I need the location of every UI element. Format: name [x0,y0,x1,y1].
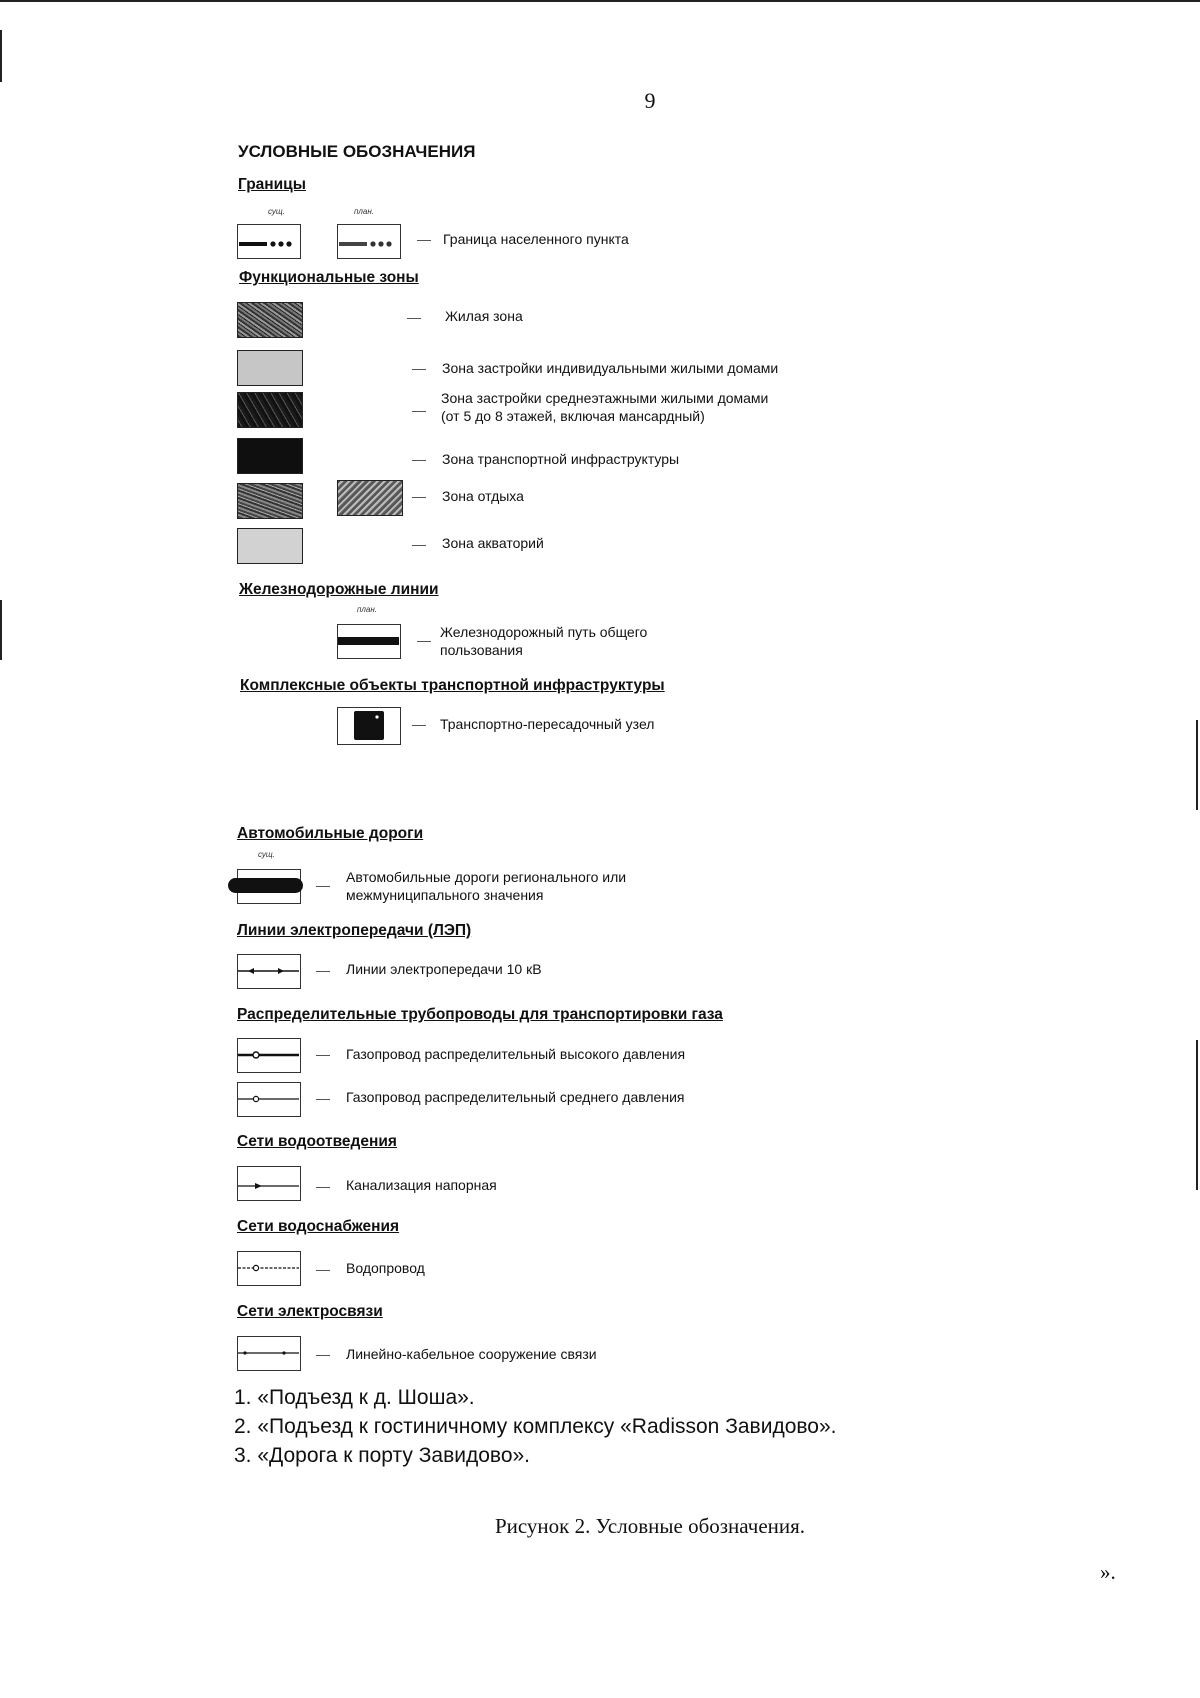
planned-label: план. [354,207,374,216]
section-title-telecom: Сети электросвязи [237,1303,383,1320]
section-title-boundaries: Границы [238,176,306,193]
section-title-roads: Автомобильные дороги [237,825,424,842]
section-title-power-lines: Линии электропередачи (ЛЭП) [237,922,472,939]
closing-quote-mark: ». [1100,1560,1116,1584]
scan-edge-right [1196,720,1198,810]
page-number: 9 [644,88,656,113]
planned-label: план. [357,605,377,614]
dash [316,1187,330,1188]
scan-edge-left-2 [0,600,2,660]
swatch-transport-zone [237,438,303,474]
legend-label-regional-roads-line2: межмуниципального значения [346,887,544,903]
swatch-midrise-housing-zone [237,392,303,428]
legend-label-gas-medium-pressure: Газопровод распределительный среднего давления [346,1089,685,1105]
dash [412,545,426,546]
legend-label-residential-zone: Жилая зона [445,308,523,324]
existing-label: сущ. [258,850,275,859]
scan-edge-right-2 [1196,1040,1198,1190]
sewer-symbol [237,1166,301,1201]
legend-label-railway: Железнодорожный путь общего [440,624,648,640]
power-line-symbol [237,954,301,989]
legend-label-individual-housing: Зона застройки индивидуальными жилыми домами [442,360,779,376]
legend-label-transport-hub: Транспортно-пересадочный узел [440,716,655,732]
swatch-individual-housing-zone [237,350,303,386]
legend-label-railway-line2: пользования [440,642,523,658]
gas-high-pressure-symbol [237,1038,301,1073]
legend-label-water-pipe: Водопровод [346,1260,425,1276]
legend-label-water-zone: Зона акваторий [442,535,544,551]
dash [412,369,426,370]
transport-hub-symbol [337,707,401,745]
dash [316,1355,330,1356]
dash [412,411,426,412]
water-pipe-symbol [237,1251,301,1286]
legend-label-midrise-housing: Зона застройки среднеэтажными жилыми домами [441,390,769,406]
section-title-sewer: Сети водоотведения [237,1133,397,1150]
boundary-planned-symbol [337,224,401,259]
figure-caption: Рисунок 2. Условные обозначения. [494,1514,806,1538]
list-item: 3. «Дорога к порту Завидово». [234,1444,531,1467]
section-title-water-supply: Сети водоснабжения [237,1218,400,1235]
swatch-recreation-zone-planned [337,480,403,516]
legend-label-settlement-boundary: Граница населенного пункта [443,231,629,247]
legend-label-transport-zone: Зона транспортной инфраструктуры [442,451,680,467]
dash [316,1055,330,1056]
legend-label-recreation-zone: Зона отдыха [442,488,524,504]
existing-label: сущ. [268,207,285,216]
dash [316,886,330,887]
section-title-transport-complex: Комплексные объекты транспортной инфраструктуры [240,677,665,694]
section-title-railway: Железнодорожные линии [239,581,439,598]
legend-label-gas-high-pressure: Газопровод распределительный высокого давления [346,1046,686,1062]
section-title-gas-pipelines: Распределительные трубопроводы для транспортировки газа [237,1006,723,1023]
scan-edge-left [0,30,2,82]
railway-symbol [337,624,401,659]
gas-medium-pressure-symbol [237,1082,301,1117]
dash [417,641,431,642]
legend-title: УСЛОВНЫЕ ОБОЗНАЧЕНИЯ [238,142,476,161]
dash [316,1270,330,1271]
scan-edge-top [0,0,1200,2]
swatch-residential-zone [237,302,303,338]
legend-label-telecom-cable: Линейно-кабельное сооружение связи [346,1346,597,1362]
road-symbol [237,869,301,904]
dash [407,318,421,319]
boundary-existing-symbol [237,224,301,259]
section-title-zones: Функциональные зоны [239,269,419,286]
legend-label-midrise-housing-note: (от 5 до 8 этажей, включая мансардный) [441,408,705,424]
dash [417,240,431,241]
dash [412,497,426,498]
dash [316,971,330,972]
dash [316,1099,330,1100]
swatch-water-zone [237,528,303,564]
legend-label-regional-roads: Автомобильные дороги регионального или [346,869,627,885]
legend-label-pressure-sewer: Канализация напорная [346,1177,497,1193]
dash [412,725,426,726]
telecom-symbol [237,1336,301,1371]
swatch-recreation-zone [237,483,303,519]
dash [412,460,426,461]
list-item: 2. «Подъезд к гостиничному комплексу «Radisson Завидово». [234,1415,837,1438]
legend-label-power-line-10kv: Линии электропередачи 10 кВ [346,961,542,977]
list-item: 1. «Подъезд к д. Шоша». [234,1386,475,1409]
